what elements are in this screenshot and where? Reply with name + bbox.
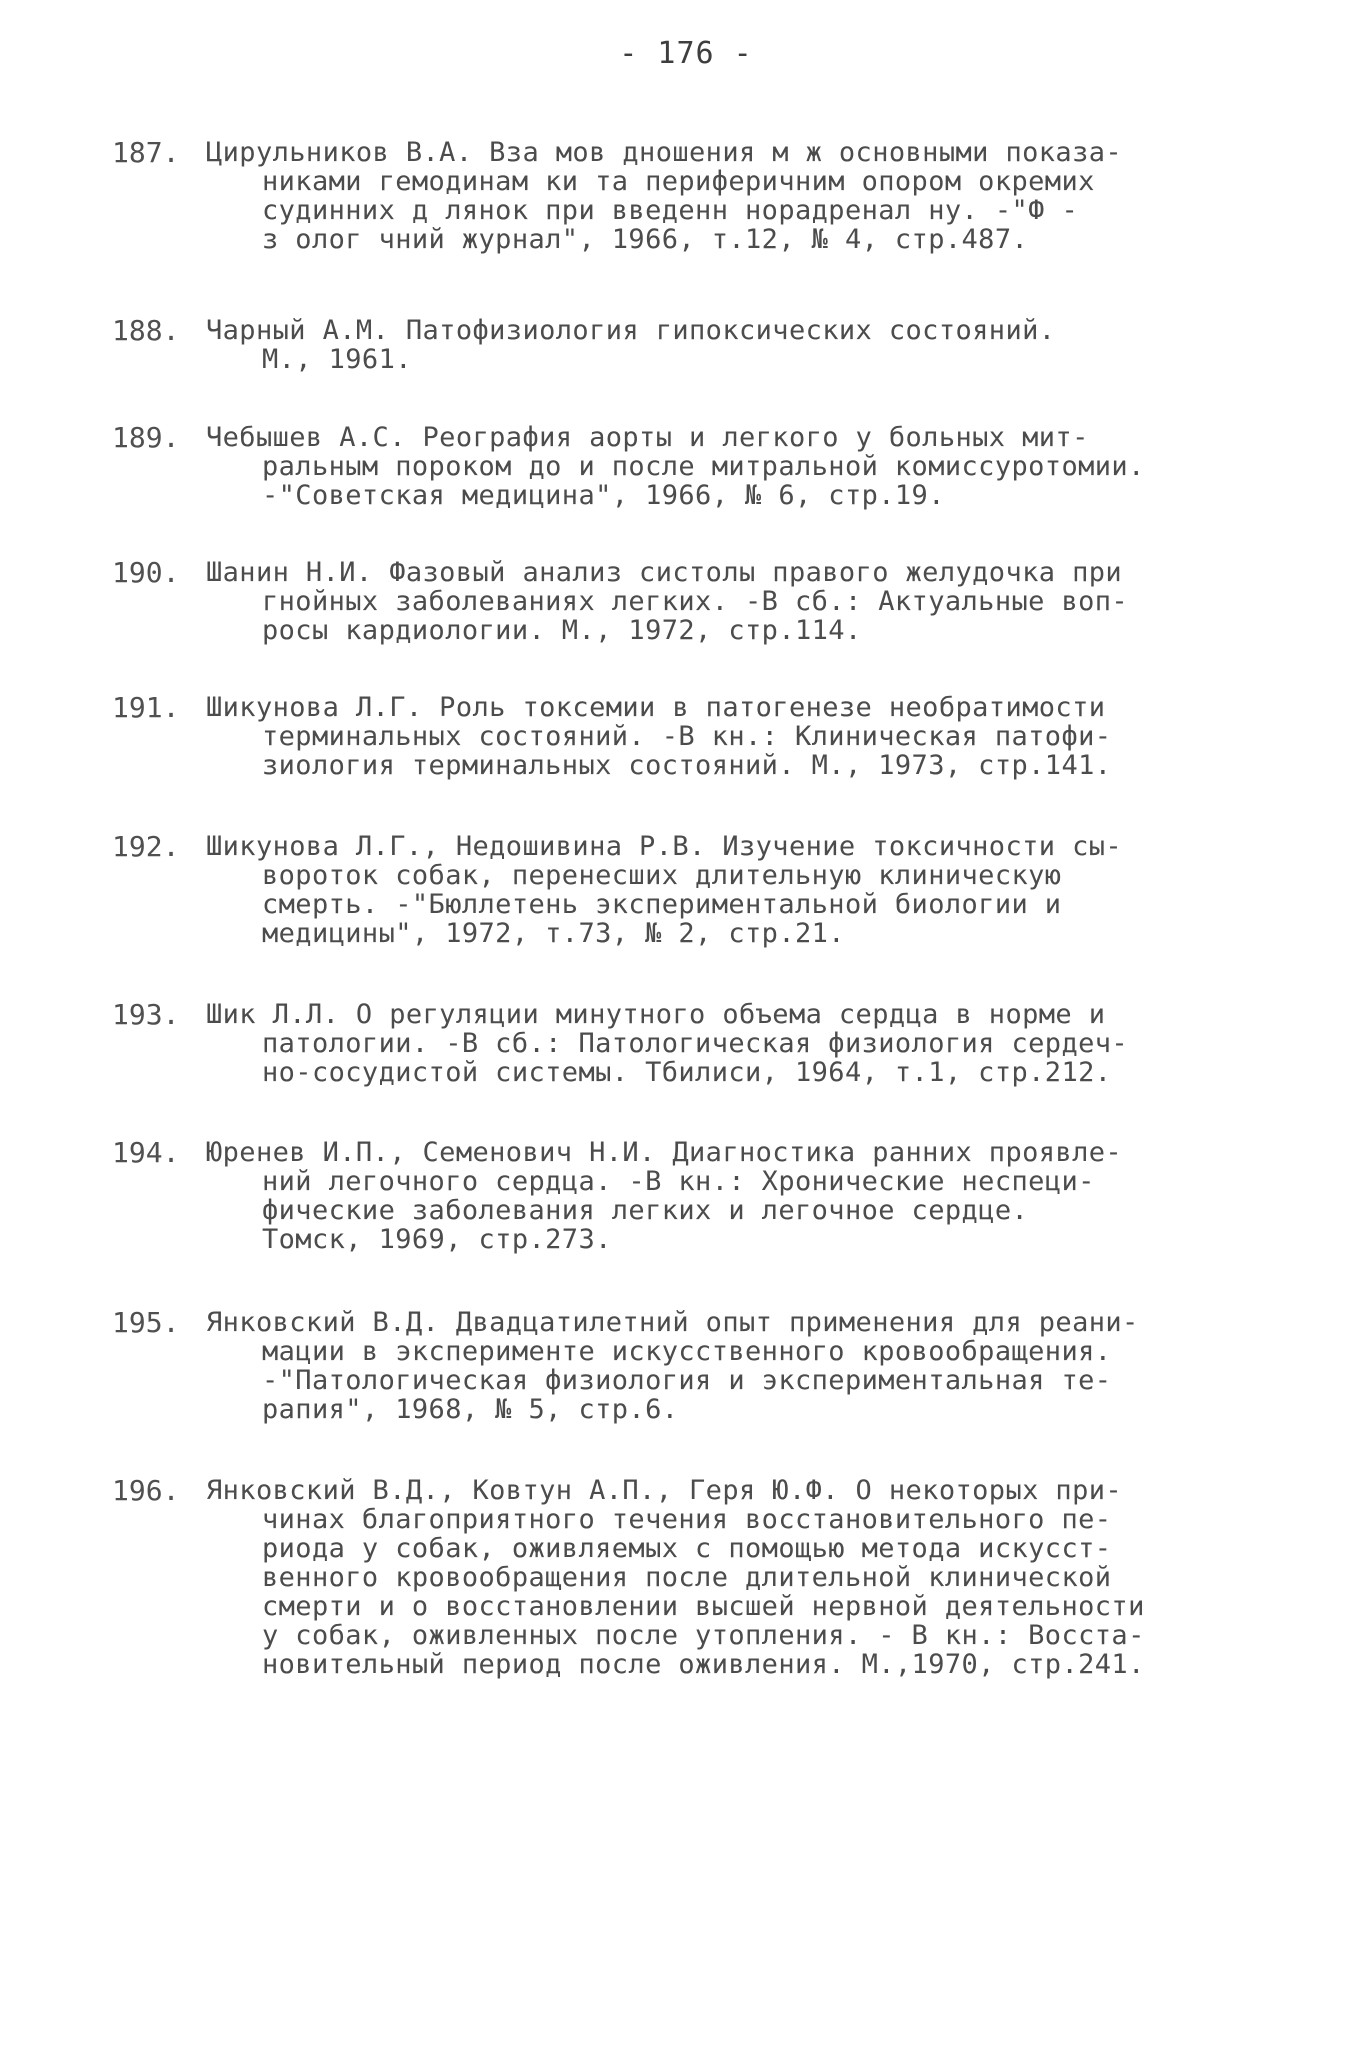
reference-text-line: Шикунова Л.Г. Роль токсемии в патогенезе необратимости [206,692,1106,723]
reference-text-line: у собак, оживленных после утопления. - В кн.: Восста- [262,1620,1145,1651]
reference-number: 196. [112,1474,180,1507]
reference-text-line: Чебышев А.С. Реография аорты и легкого у больных мит- [206,422,1089,453]
reference-text-line: Шикунова Л.Г., Недошивина Р.В. Изучение токсичности сы- [206,831,1123,862]
reference-number: 191. [112,691,180,724]
page-number: - 176 - [619,36,753,71]
reference-text-line: Томск, 1969, стр.273. [262,1224,612,1255]
reference-number: 192. [112,830,180,863]
reference-text-line: -"Патологическая физиология и экспериментальная те- [262,1365,1112,1396]
reference-text-line: судинних д лянок при введенн норадренал ну. -"Ф - [262,195,1079,226]
reference-text-line: Цирульников В.А. Вза мов дношения м ж основными показа- [206,137,1123,168]
reference-text-line: Янковский В.Д. Двадцатилетний опыт применения для реани- [206,1307,1139,1338]
reference-text-line: но-сосудистой системы. Тбилиси, 1964, т.1, стр.212. [262,1057,1112,1088]
reference-text-line: гнойных заболеваниях легких. -В сб.: Актуальные воп- [262,586,1129,617]
reference-text-line: терминальных состояний. -В кн.: Клиническая патофи- [262,721,1112,752]
reference-text-line: венного кровообращения после длительной клинической [262,1562,1112,1593]
reference-text-line: никами гемодинам ки та периферичним опором окремих [262,166,1095,197]
reference-text-line: -"Советская медицина", 1966, № 6, стр.19. [262,480,945,511]
reference-text-line: Юренев И.П., Семенович Н.И. Диагностика ранних проявле- [206,1137,1123,1168]
reference-number: 194. [112,1136,180,1169]
reference-number: 188. [112,314,180,347]
reference-text-line: Шанин Н.И. Фазовый анализ систолы правого желудочка при [206,557,1123,588]
reference-text-line: рапия", 1968, № 5, стр.6. [262,1394,679,1425]
reference-number: 195. [112,1306,180,1339]
reference-text-line: новительный период после оживления. М.,1970, стр.241. [262,1649,1145,1680]
reference-text-line: чинах благоприятного течения восстановительного пе- [262,1504,1112,1535]
reference-text-line: смерть. -"Бюллетень экспериментальной биологии и [262,889,1062,920]
reference-text-line: смерти и о восстановлении высшей нервной деятельности [262,1591,1145,1622]
reference-text-line: фические заболевания легких и легочное сердце. [262,1195,1029,1226]
reference-text-line: Янковский В.Д., Ковтун А.П., Геря Ю.Ф. О некоторых при- [206,1475,1123,1506]
reference-text-line: мации в эксперименте искусственного кровообращения. [262,1336,1112,1367]
reference-number: 193. [112,998,180,1031]
reference-text-line: Чарный А.М. Патофизиология гипоксических состояний. [206,315,1056,346]
reference-number: 190. [112,556,180,589]
reference-text-line: патологии. -В сб.: Патологическая физиология сердеч- [262,1028,1129,1059]
reference-text-line: зиология терминальных состояний. М., 1973, стр.141. [262,750,1112,781]
reference-number: 187. [112,136,180,169]
reference-text-line: Шик Л.Л. О регуляции минутного объема сердца в норме и [206,999,1106,1030]
reference-text-line: ральным пороком до и после митральной комиссуротомии. [262,451,1145,482]
reference-text-line: медицины", 1972, т.73, № 2, стр.21. [262,918,845,949]
reference-text-line: ний легочного сердца. -В кн.: Хронические неспеци- [262,1166,1095,1197]
reference-text-line: риода у собак, оживляемых с помощью метода искусст- [262,1533,1112,1564]
reference-text-line: вороток собак, перенесших длительную клиническую [262,860,1062,891]
reference-text-line: з олог чний журнал", 1966, т.12, № 4, стр.487. [262,224,1029,255]
reference-number: 189. [112,421,180,454]
reference-text-line: М., 1961. [262,344,412,375]
reference-text-line: росы кардиологии. М., 1972, стр.114. [262,615,862,646]
